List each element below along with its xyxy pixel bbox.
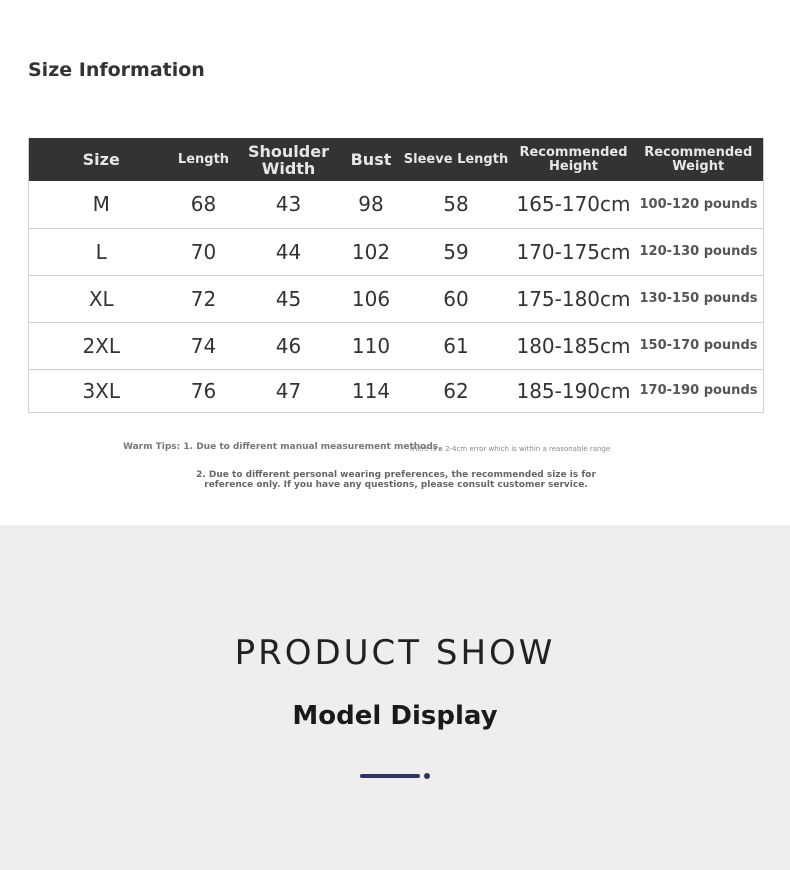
product-show-title: PRODUCT SHOW	[234, 633, 556, 673]
cell-size: M	[92, 192, 110, 217]
table-header-row	[29, 138, 764, 181]
table-row	[29, 369, 764, 412]
cell-recommended-weight: 150-170 pounds	[639, 338, 758, 353]
model-display-title: Model Display	[292, 701, 498, 731]
cell-bust: 106	[351, 286, 391, 311]
cell-recommended-height: 170-175cm	[516, 239, 631, 264]
cell-size: XL	[88, 286, 114, 311]
cell-size: 3XL	[82, 378, 121, 403]
cell-bust: 98	[358, 192, 384, 217]
header-size: Size	[82, 150, 120, 169]
cell-bust: 110	[351, 333, 391, 358]
accent-divider-bar	[360, 774, 420, 778]
cell-recommended-height: 175-180cm	[516, 286, 631, 311]
product-show-section	[0, 525, 790, 870]
table-row	[29, 228, 764, 275]
cell-recommended-height: 185-190cm	[516, 378, 631, 403]
warm-tip-2: 2. Due to different personal wearing preferences, the recommended size is for reference only. If you have any questions, please consult customer service.	[196, 470, 596, 490]
cell-shoulder-width: 47	[275, 378, 302, 403]
cell-length: 68	[190, 192, 217, 217]
cell-shoulder-width: 45	[275, 286, 302, 311]
cell-length: 76	[190, 378, 217, 403]
cell-size: 2XL	[82, 333, 121, 358]
header-bust: Bust	[350, 150, 392, 169]
header-recommended-height: Recommended Height	[519, 144, 628, 174]
cell-shoulder-width: 46	[275, 333, 302, 358]
section-title: Size Information	[28, 59, 205, 81]
cell-recommended-height: 165-170cm	[516, 192, 631, 217]
header-length: Length	[177, 151, 230, 167]
header-recommended-weight: Recommended Weight	[644, 144, 753, 174]
cell-recommended-weight: 100-120 pounds	[639, 196, 758, 212]
cell-bust: 102	[351, 239, 391, 264]
cell-sleeve-length: 58	[443, 192, 469, 217]
header-sleeve-length: Sleeve Length	[403, 151, 509, 167]
table-row	[29, 181, 764, 228]
warm-tip-1: Warm Tips: 1. Due to different manual measurement methods,	[123, 442, 442, 452]
table-row	[29, 275, 764, 322]
header-shoulder-width: Shoulder Width	[248, 141, 329, 178]
accent-divider-dot	[424, 773, 430, 779]
cell-shoulder-width: 43	[275, 192, 302, 217]
cell-bust: 114	[351, 378, 391, 403]
cell-length: 72	[190, 286, 217, 311]
cell-size: L	[95, 239, 107, 264]
cell-length: 70	[190, 239, 217, 264]
cell-sleeve-length: 62	[443, 378, 469, 403]
cell-recommended-weight: 120-130 pounds	[639, 244, 758, 259]
cell-recommended-weight: 170-190 pounds	[639, 383, 758, 398]
cell-shoulder-width: 44	[275, 239, 302, 264]
cell-length: 74	[190, 333, 217, 358]
warm-tip-1-continued: there is a 2-4cm error which is within a reasonable range	[410, 445, 611, 453]
cell-recommended-weight: 130-150 pounds	[639, 291, 758, 306]
cell-sleeve-length: 60	[443, 286, 469, 311]
cell-sleeve-length: 59	[443, 239, 469, 264]
cell-recommended-height: 180-185cm	[516, 333, 631, 358]
cell-sleeve-length: 61	[443, 333, 469, 358]
table-row	[29, 322, 764, 369]
size-table	[28, 138, 764, 413]
